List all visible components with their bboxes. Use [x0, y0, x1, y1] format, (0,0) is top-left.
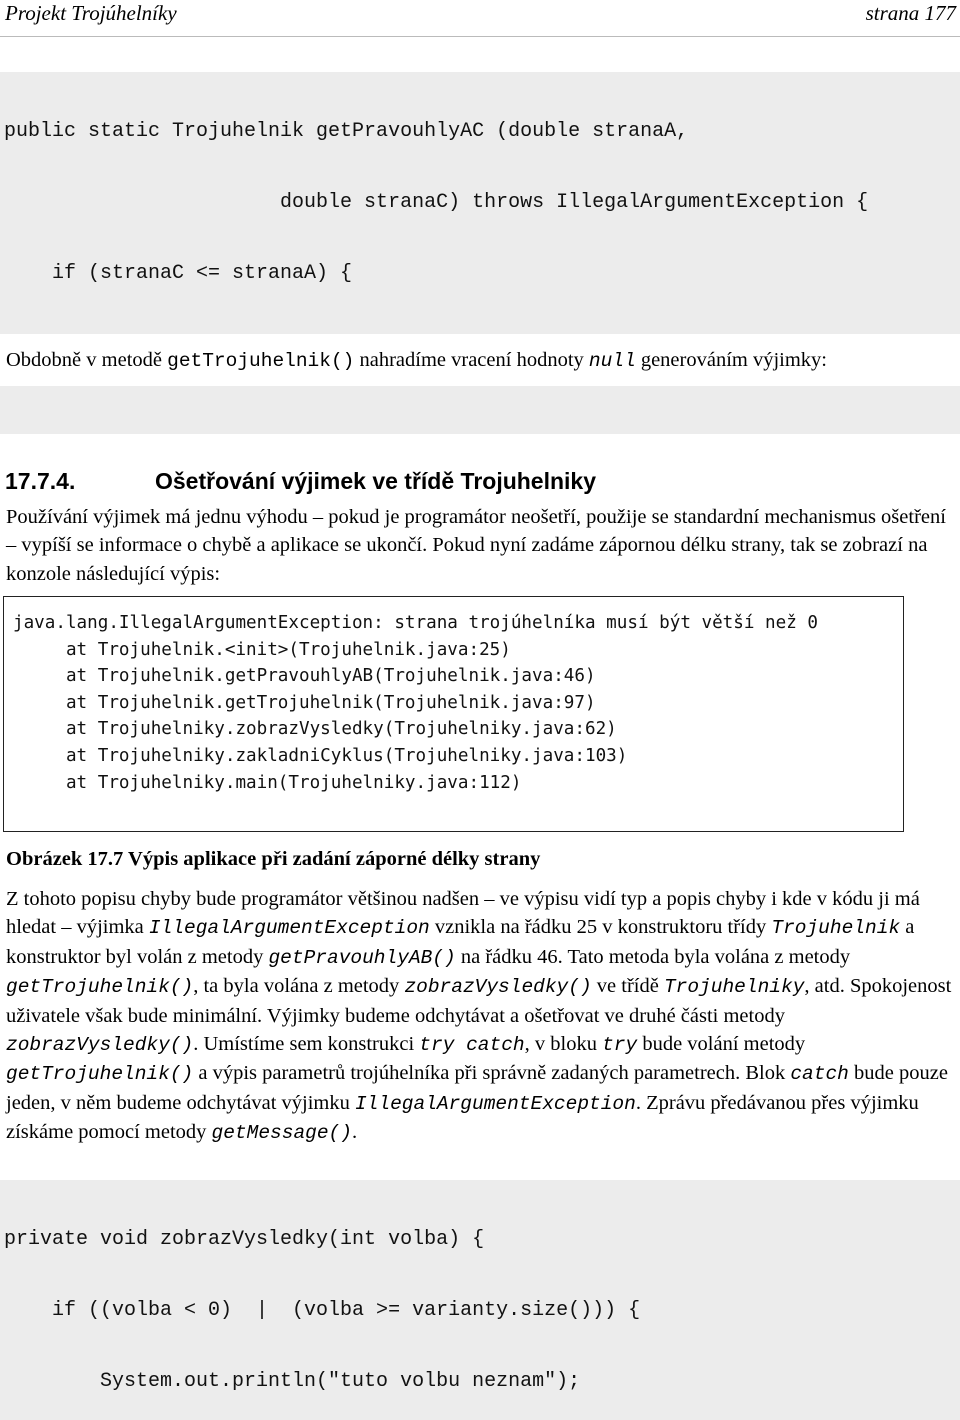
code-inline: catch [790, 1063, 849, 1086]
figure-caption: Obrázek 17.7 Výpis aplikace při zadání záporné délky strany [6, 848, 541, 870]
console-line: at Trojuhelniky.zobrazVysledky(Trojuhelniky.java:62) [13, 719, 617, 740]
code-inline: Trojuhelniky [663, 976, 805, 999]
console-line: at Trojuhelniky.zakladniCyklus(Trojuhelniky.java:103) [13, 745, 628, 766]
text-run: , atd. Spokojenost uživatele však bude minimální. Výjimky budeme odchytávat a ošetřovat ve druhé části metody [6, 975, 952, 1027]
text-run: bude volání metody [637, 1033, 806, 1056]
console-line: java.lang.IllegalArgumentException: strana trojúhelníka musí být větší než 0 [13, 613, 819, 633]
document-title: Projekt Trojúhelníky [5, 1, 177, 25]
code-line: System.out.println("tuto volbu neznam"); [4, 1370, 581, 1394]
text-run: a konstruktor byl volán z metody [6, 916, 915, 968]
console-line: at Trojuhelnik.getPravouhlyAB(Trojuhelnik.java:46) [13, 666, 596, 687]
code-inline: null [588, 350, 636, 372]
code-inline: getMessage() [211, 1122, 352, 1145]
console-output [3, 596, 904, 832]
text-run: ve třídě [591, 975, 664, 998]
text-run: , ta byla volána z metody [193, 975, 405, 998]
section-heading [5, 466, 596, 496]
text-run: Obdobně v metodě [6, 349, 168, 371]
text-run: . Zprávu předávanou přes výjimku získáme pomocí metody [6, 1091, 919, 1144]
text-run: bude pouze jeden, v něm budeme odchytávat výjimku [6, 1062, 948, 1114]
code-line: private void zobrazVysledky(int volba) { [4, 1227, 485, 1251]
code-inline: getTrojuhelnik() [6, 1063, 194, 1086]
code-inline: IllegalArgumentException [354, 1092, 636, 1115]
paragraph-z-tohoto [6, 885, 956, 1148]
code-inline: getTrojuhelnik() [167, 350, 355, 372]
header-divider [0, 36, 960, 37]
code-inline: try catch [419, 1034, 525, 1057]
console-line: at Trojuhelniky.main(Trojuhelniky.java:112) [13, 772, 522, 793]
page-header [0, 0, 960, 28]
code-line: double stranaC) throws IllegalArgumentException { [4, 190, 869, 214]
section-title: Ošetřování výjimek ve třídě Trojuhelniky [155, 468, 597, 494]
paragraph-obdobne [6, 346, 956, 375]
text-run: generováním výjimky: [635, 349, 827, 371]
text-run: , v bloku [524, 1033, 603, 1056]
console-line: at Trojuhelnik.getTrojuhelnik(Trojuhelnik.java:97) [13, 692, 596, 713]
code-line: public static Trojuhelnik getPravouhlyAC (double stranaA, [4, 119, 689, 143]
text-run: nahradíme vracení hodnoty [354, 349, 589, 371]
code-block-getpravouhlyac [0, 72, 960, 334]
code-inline: Trojuhelnik [771, 917, 901, 940]
code-block-throw [0, 386, 960, 434]
code-inline: try [602, 1034, 638, 1057]
code-inline: zobrazVysledky() [404, 976, 592, 999]
code-inline: getTrojuhelnik() [6, 976, 194, 999]
section-number: 17.7.4. [5, 468, 76, 494]
text-run: . Umístíme sem konstrukci [193, 1033, 420, 1056]
text-run: . [351, 1121, 358, 1144]
page-number: strana 177 [865, 1, 956, 25]
console-line: at Trojuhelnik.<init>(Trojuhelnik.java:25) [13, 639, 511, 660]
text-run: Z tohoto popisu chyby bude programátor většinou nadšen – ve výpisu vidí typ a popis chyby i kde v kódu ji má hledat – výjimka [6, 888, 920, 939]
code-inline: getPravouhlyAB() [268, 946, 456, 969]
text-run: na řádku 46. Tato metoda byla volána z metody [455, 945, 851, 968]
code-line: if (stranaC <= stranaA) { [4, 262, 353, 286]
code-inline: zobrazVysledky() [6, 1034, 194, 1057]
code-line: if ((volba < 0) | (volba >= varianty.size())) { [4, 1298, 641, 1322]
code-block-zobrazvysledky [0, 1180, 960, 1420]
code-inline: IllegalArgumentException [148, 917, 430, 940]
text-run: a výpis parametrů trojúhelníka při správně zadaných parametrech. Blok [193, 1062, 791, 1085]
paragraph-pouzivani: Používání výjimek má jednu výhodu – pokud je programátor neošetří, použije se standardní mechanismus ošetření – vypíší se informace o chybě a aplikace se ukončí. Pokud nyní zadáme zápornou délku strany, tak se zobrazí na konzole následující výpis: [6, 506, 946, 585]
text-run: vznikla na řádku 25 v konstruktoru třídy [429, 916, 772, 939]
